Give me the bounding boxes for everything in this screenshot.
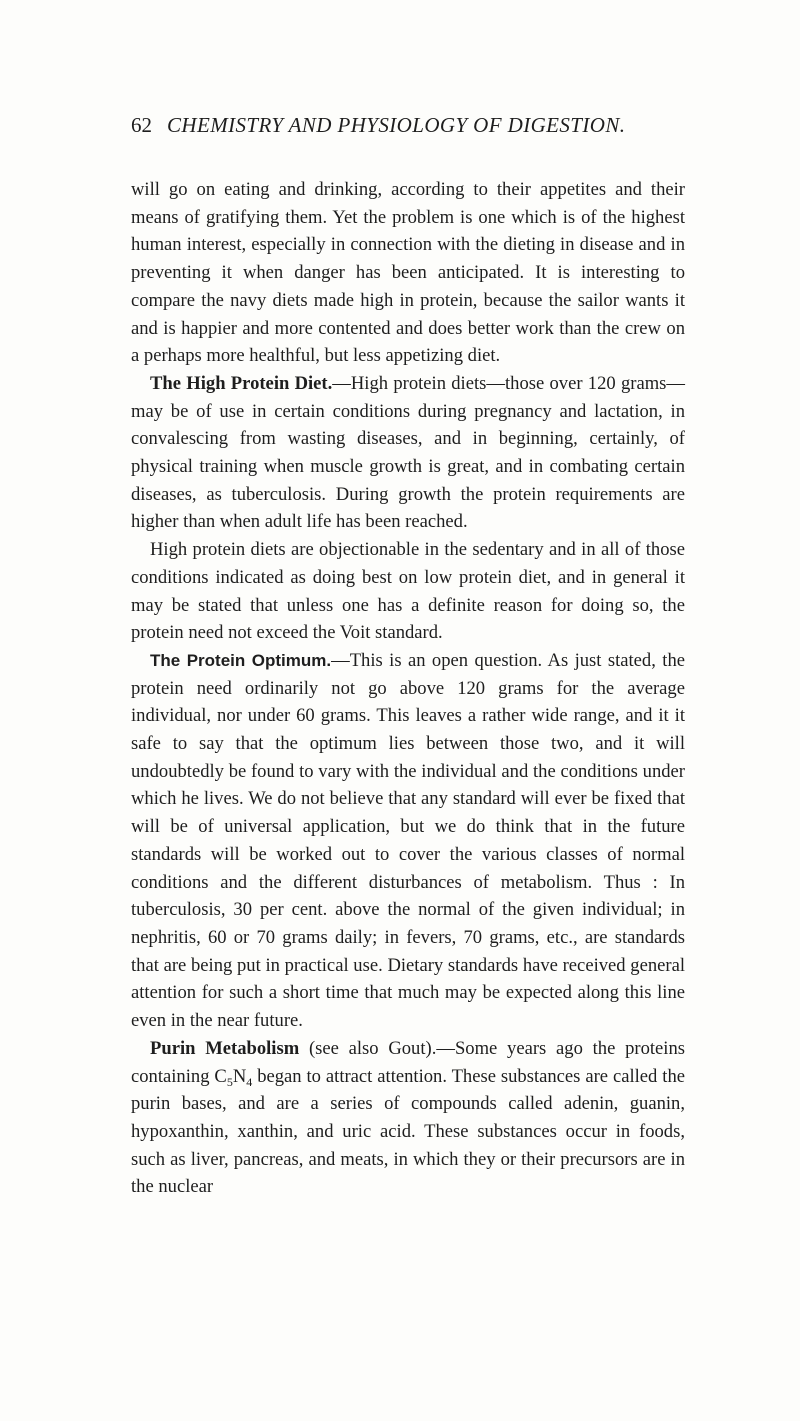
section-purin-metabolism (131, 1035, 685, 1201)
paragraph-text: —This is an open question. As just stated, the protein need ordinarily not go above 120 grams for the average individual, nor under 60 grams. This leaves a rather wide range, and it it safe to say that the optimum lies between those two, and it will undoubtedly be found to vary with the individual and the conditions under which he lives. We do not believe that any standard will ever be fixed that will be of universal application, but we do think that in the future standards will be worked out to cover the various classes of normal conditions and the different disturbances of metabolism. Thus : In tuberculosis, 30 per cent. above the normal of the given individual; in nephritis, 60 or 70 grams daily; in fevers, 70 grams, etc., are standards that are being put in practical use. Dietary standards have received general attention for such a short time that much may be expected along this line even in the near future. (131, 649, 686, 1032)
paragraph (131, 536, 685, 647)
section-heading: The High Protein Diet. (150, 372, 333, 394)
page-number: 62 (131, 113, 152, 137)
subscript: 5 (226, 1074, 233, 1089)
paragraph-text: —High protein diets—those over 120 grams—may be of use in certain conditions during pregnancy and lactation, in convalescing from wasting diseases, and in beginning, certainly, of physical training when muscle growth is great, and in combating certain diseases, as tuberculosis. During growth the protein requirements are higher than when adult life has been reached. (131, 372, 685, 533)
paragraph-text: will go on eating and drinking, according to their appetites and their means of gratifying them. Yet the problem is one which is of the highest human interest, especially in connection with the dieting in disease and in preventing it when danger has been anticipated. It is interesting to compare the navy diets made high in protein, because the sailor wants it and is happier and more contented and does better work than the crew on a perhaps more healthful, but less appetizing diet. (131, 179, 685, 367)
running-head (131, 113, 685, 147)
paragraph-text: began to attract attention. These substances are called the purin bases, and are a series of compounds called adenin, guanin, hypoxanthin, xanthin, and uric acid. These substances occur in foods, such as liver, pancreas, and meats, in which they or their precursors are in the nuclear (131, 1065, 685, 1198)
subscript: 4 (246, 1074, 253, 1089)
paragraph-text: (see also Gout).—Some years ago the proteins containing C (131, 1037, 685, 1087)
paragraph-text: High protein diets are objectionable in the sedentary and in all of those conditions indicated as doing best on low protein diet, and in general it may be stated that unless one has a definite reason for doing so, the protein need not exceed the Voit standard. (131, 539, 685, 644)
section-heading: Purin Metabolism (150, 1037, 300, 1059)
running-title: CHEMISTRY AND PHYSIOLOGY OF DIGESTION. (167, 113, 626, 137)
book-page (131, 113, 685, 1201)
chemical-symbol: N (232, 1065, 247, 1087)
paragraph-continuation (131, 176, 685, 370)
section-heading: The Protein Optimum. (150, 650, 332, 670)
section-high-protein-diet (131, 370, 685, 536)
section-protein-optimum (131, 647, 685, 1035)
body-text (131, 176, 685, 1201)
